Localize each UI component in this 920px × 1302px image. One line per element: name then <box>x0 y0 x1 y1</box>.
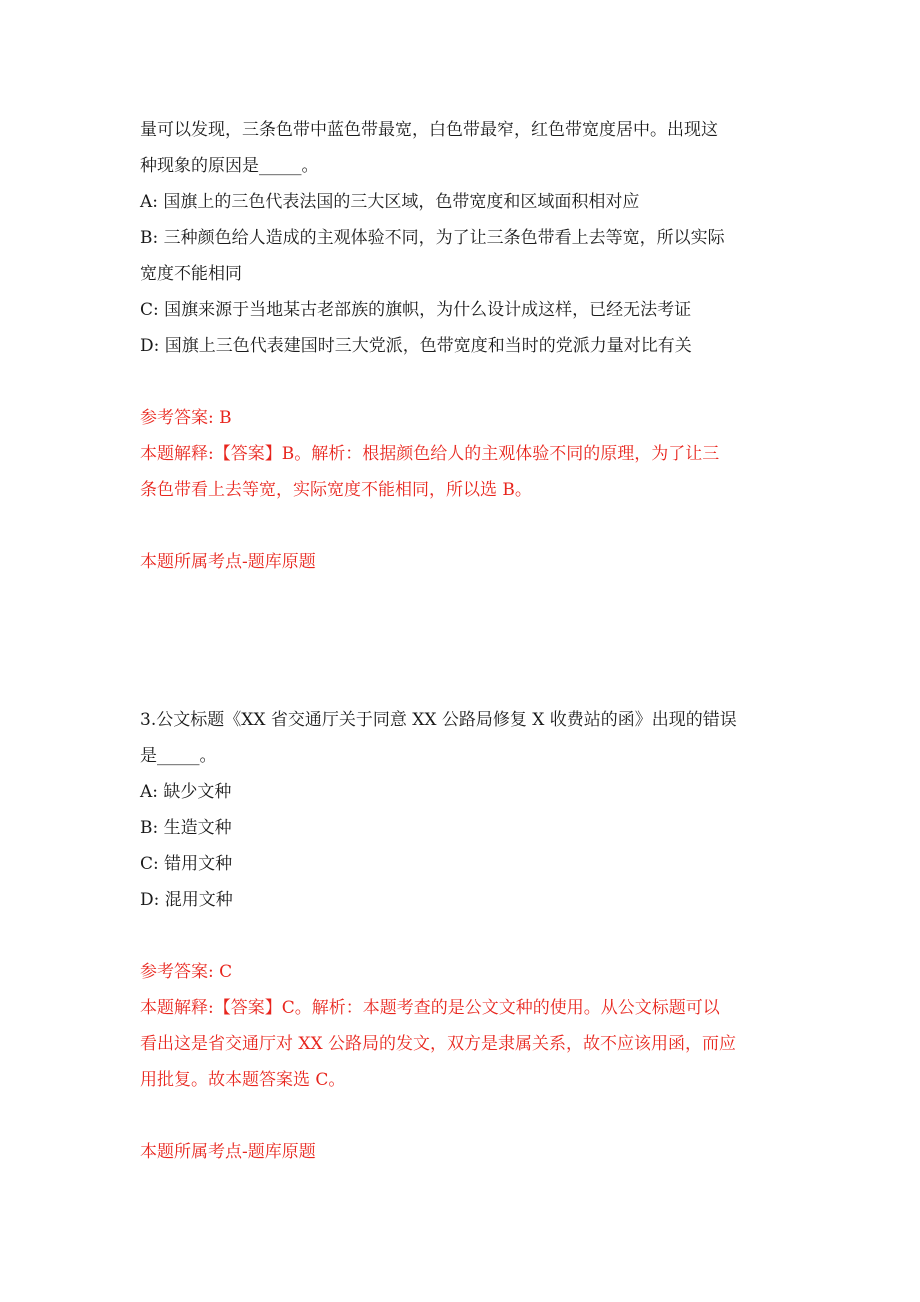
reference-answer: 参考答案: C <box>140 962 233 982</box>
option-d: D: 国旗上三色代表建国时三大党派，色带宽度和当时的党派力量对比有关 <box>140 336 692 356</box>
option-a: A: 缺少文种 <box>140 782 232 802</box>
question-stem-line: 量可以发现，三条色带中蓝色带最宽，白色带最窄，红色带宽度居中。出现这 <box>140 120 718 140</box>
explanation-line: 用批复。故本题答案选 C。 <box>140 1070 346 1090</box>
option-b: B: 三种颜色给人造成的主观体验不同，为了让三条色带看上去等宽，所以实际 <box>140 228 725 248</box>
option-c: C: 错用文种 <box>140 854 233 874</box>
option-b: B: 生造文种 <box>140 818 232 838</box>
question-source: 本题所属考点-题库原题 <box>140 1142 316 1162</box>
explanation-line: 本题解释:【答案】C。解析：本题考查的是公文文种的使用。从公文标题可以 <box>140 998 720 1018</box>
option-b-continued: 宽度不能相同 <box>140 264 242 284</box>
option-a: A: 国旗上的三色代表法国的三大区域，色带宽度和区域面积相对应 <box>140 192 640 212</box>
question-stem-line: 种现象的原因是_____。 <box>140 156 319 176</box>
explanation-line: 条色带看上去等宽，实际宽度不能相同，所以选 B。 <box>140 480 532 500</box>
option-d: D: 混用文种 <box>140 890 233 910</box>
question-source: 本题所属考点-题库原题 <box>140 552 316 572</box>
option-c: C: 国旗来源于当地某古老部族的旗帜，为什么设计成这样，已经无法考证 <box>140 300 692 320</box>
explanation-line: 看出这是省交通厅对 XX 公路局的发文，双方是隶属关系，故不应该用函，而应 <box>140 1034 737 1054</box>
reference-answer: 参考答案: B <box>140 408 232 428</box>
explanation-line: 本题解释:【答案】B。解析：根据颜色给人的主观体验不同的原理，为了让三 <box>140 444 720 464</box>
question-stem-line: 是_____。 <box>140 746 217 766</box>
question-stem-line: 3.公文标题《XX 省交通厅关于同意 XX 公路局修复 X 收费站的函》出现的错误 <box>140 710 737 730</box>
